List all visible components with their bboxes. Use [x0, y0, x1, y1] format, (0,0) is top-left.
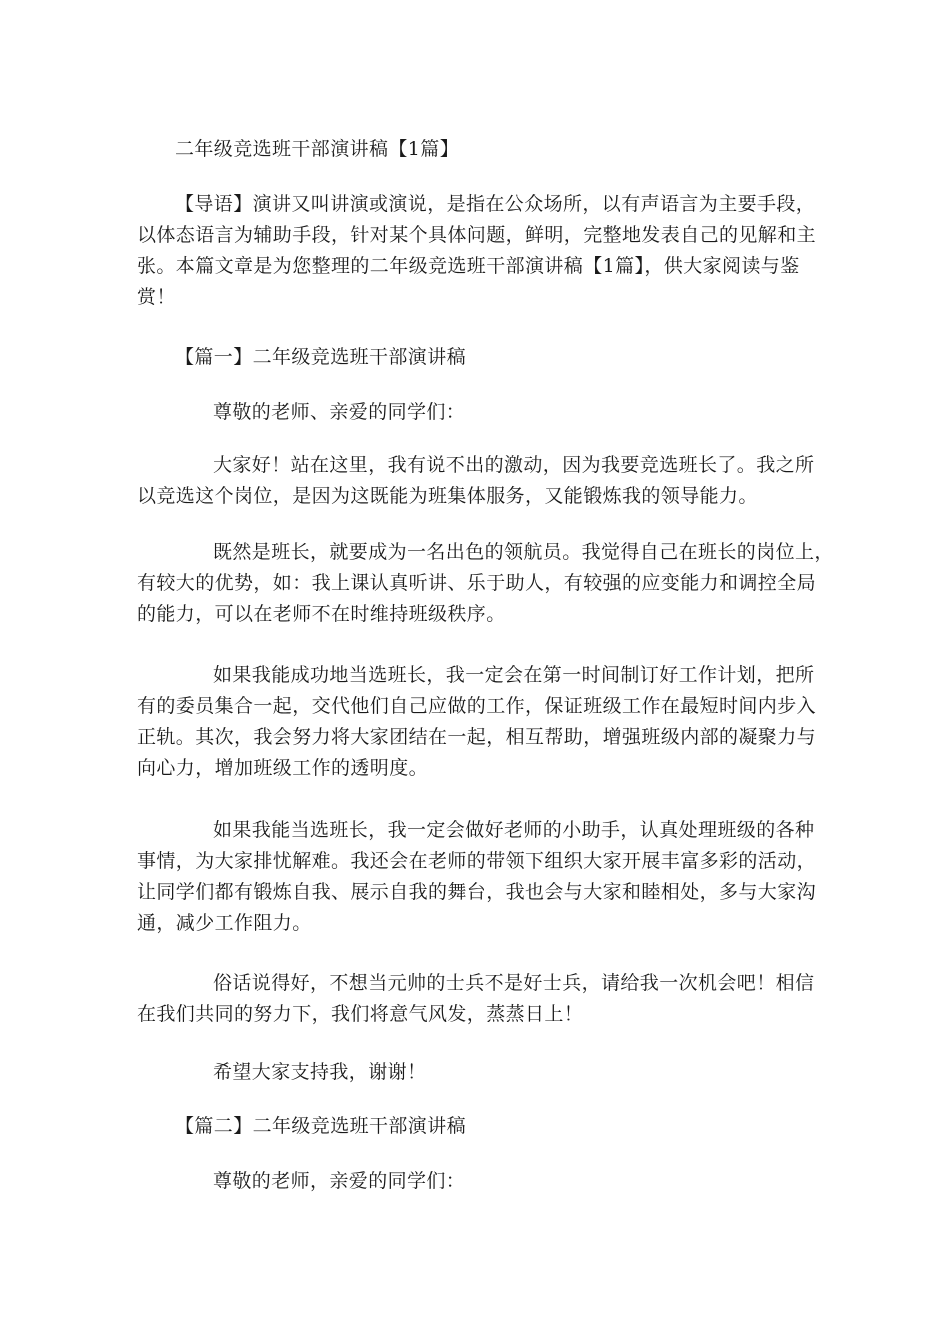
- paragraph-line: 让同学们都有锻炼自我、展示自我的舞台，我也会与大家和睦相处，多与大家沟: [137, 881, 817, 903]
- paragraph-line: 俗话说得好，不想当元帅的士兵不是好士兵，请给我一次机会吧！相信: [213, 972, 815, 994]
- intro-paragraph: [137, 189, 817, 313]
- paragraph-line: 在我们共同的努力下，我们将意气风发，蒸蒸日上！: [137, 1003, 584, 1025]
- paragraph-3: [137, 660, 817, 784]
- paragraph-line: 有的委员集合一起，交代他们自己应做的工作，保证班级工作在最短时间内步入: [137, 695, 817, 717]
- document-title: 二年级竞选班干部演讲稿【1篇】: [175, 138, 460, 160]
- intro-line: 赏！: [137, 286, 176, 308]
- section-one-heading: 【篇一】二年级竞选班干部演讲稿: [175, 346, 467, 368]
- paragraph-5: [137, 968, 817, 1030]
- paragraph-line: 向心力，增加班级工作的透明度。: [137, 757, 429, 779]
- section-one-greeting: 尊敬的老师、亲爱的同学们：: [213, 401, 466, 423]
- paragraph-6: 希望大家支持我，谢谢！: [213, 1061, 427, 1083]
- section-two-greeting: 尊敬的老师，亲爱的同学们：: [213, 1170, 466, 1192]
- paragraph-line: 如果我能当选班长，我一定会做好老师的小助手，认真处理班级的各种: [213, 819, 815, 841]
- paragraph-line: 通，减少工作阻力。: [137, 912, 312, 934]
- paragraph-line: 事情，为大家排忧解难。我还会在老师的带领下组织大家开展丰富多彩的活动，: [137, 850, 817, 872]
- paragraph-line: 正轨。其次，我会努力将大家团结在一起，相互帮助，增强班级内部的凝聚力与: [137, 726, 817, 748]
- paragraph-4: [137, 815, 817, 939]
- paragraph-line: 的能力，可以在老师不在时维持班级秩序。: [137, 603, 506, 625]
- paragraph-line: 既然是班长，就要成为一名出色的领航员。我觉得自己在班长的岗位上，: [213, 541, 834, 563]
- paragraph-line: 有较大的优势，如：我上课认真听讲、乐于助人，有较强的应变能力和调控全局: [137, 572, 817, 594]
- paragraph-2: [137, 537, 834, 630]
- intro-line: 张。本篇文章是为您整理的二年级竞选班干部演讲稿【1篇】，供大家阅读与鉴: [137, 255, 800, 277]
- section-two-heading: 【篇二】二年级竞选班干部演讲稿: [175, 1115, 467, 1137]
- paragraph-line: 大家好！站在这里，我有说不出的激动，因为我要竞选班长了。我之所: [213, 454, 815, 476]
- intro-line: 【导语】演讲又叫讲演或演说，是指在公众场所，以有声语言为主要手段，: [175, 193, 816, 215]
- intro-line: 以体态语言为辅助手段，针对某个具体问题，鲜明，完整地发表自己的见解和主: [137, 224, 817, 246]
- paragraph-1: [137, 450, 817, 512]
- paragraph-line: 如果我能成功地当选班长，我一定会在第一时间制订好工作计划，把所: [213, 664, 815, 686]
- paragraph-line: 以竞选这个岗位，是因为这既能为班集体服务，又能锻炼我的领导能力。: [137, 485, 758, 507]
